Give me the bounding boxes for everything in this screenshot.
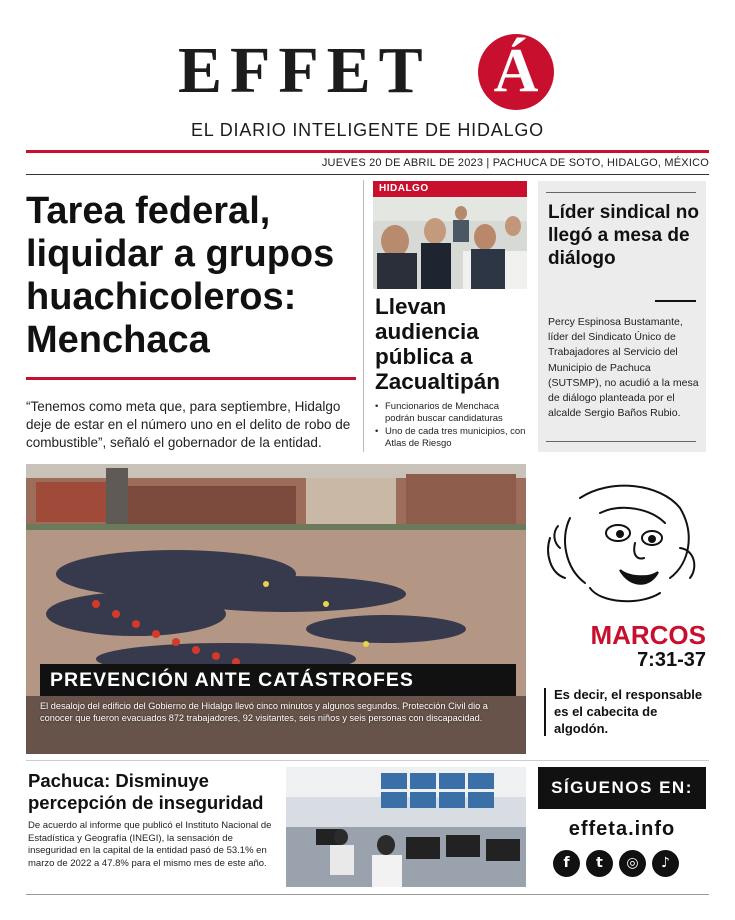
tiktok-icon[interactable]: ♪ <box>652 850 679 877</box>
verse-book: MARCOS <box>590 620 706 650</box>
verse-bar <box>544 688 546 736</box>
feature-caption-title[interactable]: PREVENCIÓN ANTE CATÁSTROFES <box>40 664 516 696</box>
dateline: JUEVES 20 DE ABRIL DE 2023 | PACHUCA DE SOTO, HIDALGO, MÉXICO <box>321 157 709 169</box>
monitoring-center-art <box>286 767 526 887</box>
website-link[interactable]: effeta.info <box>568 818 676 840</box>
bottom-body: De acuerdo al informe que publicó el Instituto Nacional de Estadística y Geografía (INEGI), la sensación de inseguridad en la capital de la entidad pasó de 53.1% en marzo de 2022 a 47.8% para el mismo mes de este año. <box>28 820 272 869</box>
follow-us-banner: SÍGUENOS EN: <box>538 767 706 809</box>
facebook-icon[interactable]: f <box>553 850 580 877</box>
sidebar-body: Percy Espinosa Bustamante, líder del Sindicato Único de Trabajadores al Servicio del Municipio de Pachuca (SUTSMP), no acudió a la mesa de diálogo planteada por el alcalde Sergio Baños Rubio. <box>548 316 699 420</box>
audience-photo[interactable] <box>373 181 527 289</box>
lead-quote: “Tenemos como meta que, para septiembre, Hidalgo deje de estar en el número uno en el delito de robo de combustible”, señaló el gobernador de la entidad. <box>26 399 351 450</box>
sidebar-bottom-rule <box>546 441 696 442</box>
column-divider <box>363 180 364 452</box>
dateline-divider <box>26 174 709 175</box>
twitter-icon[interactable]: t <box>586 850 613 877</box>
middle-headline[interactable]: Llevan audiencia pública a Zacualtipán <box>375 294 501 394</box>
section-tag[interactable]: HIDALGO <box>373 181 527 197</box>
logo-wordmark: EFFET <box>178 34 431 107</box>
list-item[interactable]: • Uno de cada tres municipios, con Atlas de Riesgo <box>375 426 530 450</box>
lead-divider <box>26 377 356 380</box>
list-item[interactable]: • Funcionarios de Menchaca podrán buscar candidaturas <box>375 401 530 425</box>
feature-caption-body: El desalojo del edificio del Gobierno de Hidalgo llevó cinco minutos y algunos segundos. Protección Civil dio a conocer que fueron evacuados 872 trabajadores, 92 visitantes, seis niños y seis personas con discapacidad. <box>40 701 488 723</box>
verse-reference: 7:31-37 <box>637 649 706 671</box>
middle-bullets <box>375 401 530 451</box>
sidebar-top-rule <box>546 192 696 193</box>
social-icons <box>553 850 693 880</box>
sidebar-headline[interactable]: Líder sindical no llegó a mesa de diálogo <box>548 202 699 269</box>
bottom-divider <box>26 760 709 761</box>
masthead-divider <box>26 150 709 153</box>
verse-text: Es decir, el responsable es el cabecita de algodón. <box>554 687 703 736</box>
monitoring-center-photo[interactable] <box>286 767 526 887</box>
tagline: EL DIARIO INTELIGENTE DE HIDALGO <box>190 120 544 140</box>
sidebar-mid-rule <box>655 300 696 302</box>
bottom-headline[interactable]: Pachuca: Disminuye percepción de inseguridad <box>28 770 264 813</box>
logo-circle <box>478 34 554 110</box>
instagram-icon[interactable]: ◎ <box>619 850 646 877</box>
footer-divider <box>26 894 709 895</box>
face-sketch-illustration <box>540 478 700 608</box>
audience-photo-art <box>373 181 527 289</box>
lead-headline[interactable]: Tarea federal, liquidar a grupos huachicoleros: Menchaca <box>26 190 335 361</box>
masthead <box>0 0 735 150</box>
logo-circle-letter: Á <box>493 37 539 105</box>
